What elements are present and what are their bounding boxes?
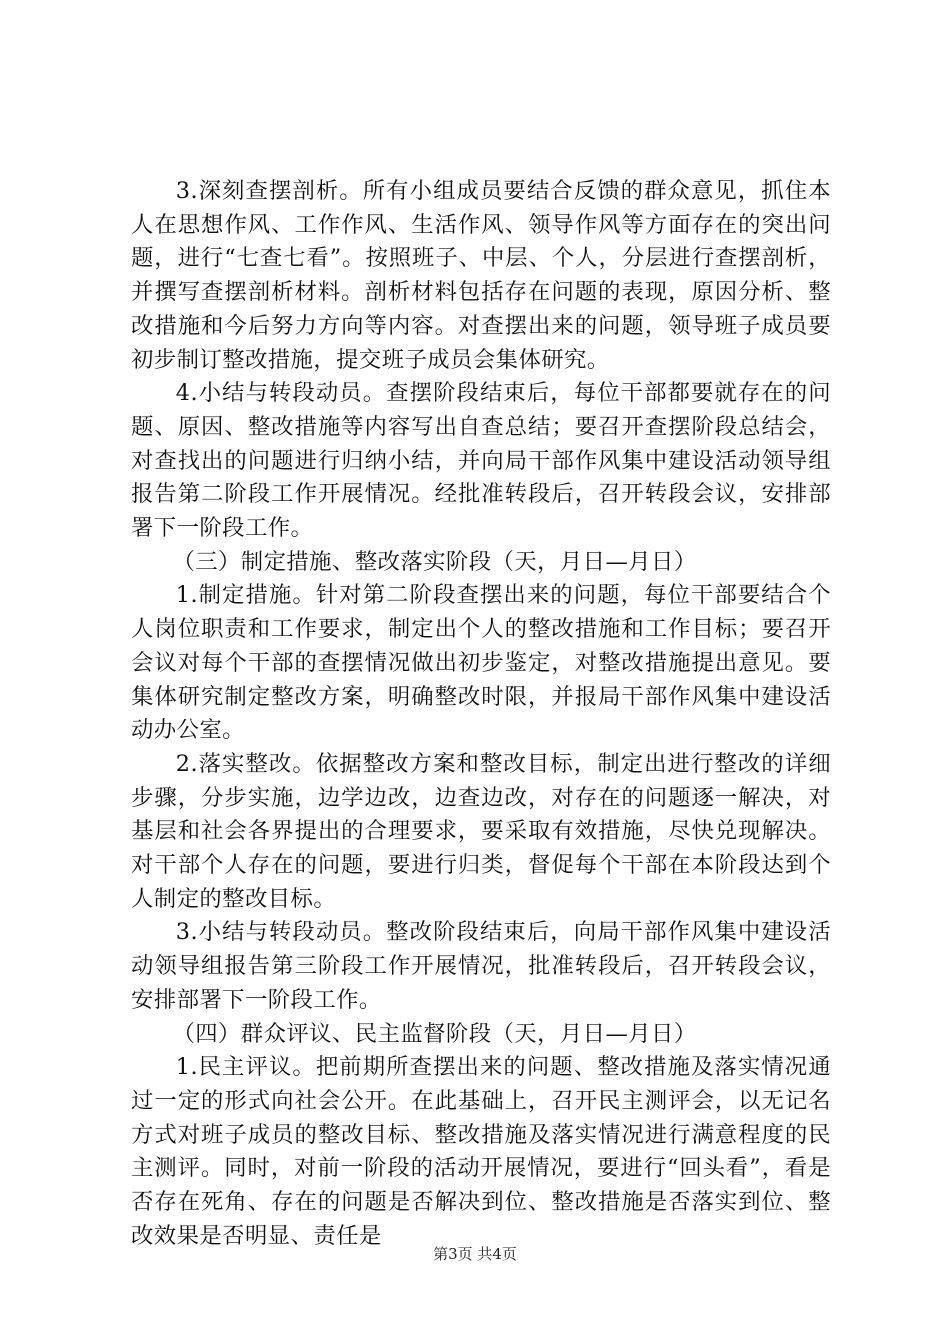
paragraph-item-1-democratic-review: 1.民主评议。把前期所查摆出来的问题、整改措施及落实情况通过一定的形式向社会公开。在此基础上，召开民主测评会，以无记名方式对班子成员的整改目标、整改措施及落实情况进行满意程度的民主测评。同时，对前一阶段的活动开展情况，要进行“回头看”，看是否存在死角、存在的问题是否解决到位、整改措施是否落实到位、整改效果是否明显、责任是 — [131, 1054, 831, 1249]
paragraph-item-2-implement-rectification: 2.落实整改。依据整改方案和整改目标，制定出进行整改的详细步骤，分步实施，边学边改，边查边改，对存在的问题逐一解决，对基层和社会各界提出的合理要求，要采取有效措施，尽快兑现解决。对干部个人存在的问题，要进行归类，督促每个干部在本阶段达到个人制定的整改目标。 — [131, 750, 831, 912]
page-footer — [0, 1244, 950, 1264]
paragraph-item-3-summary-transition: 3.小结与转段动员。整改阶段结束后，向局干部作风集中建设活动领导组报告第三阶段工作开展情况，批准转段后，召开转段会议，安排部署下一阶段工作。 — [131, 919, 831, 1013]
document-body — [131, 175, 831, 1254]
paragraph-item-3-self-examination: 3.深刻查摆剖析。所有小组成员要结合反馈的群众意见，抓住本人在思想作风、工作作风、生活作风、领导作风等方面存在的突出问题，进行“七查七看”。按照班子、中层、个人，分层进行查摆剖析，并撰写查摆剖析材料。剖析材料包括存在问题的表现，原因分析、整改措施和今后努力方向等内容。对查摆出来的问题，领导班子成员要初步制订整改措施，提交班子成员会集体研究。 — [131, 178, 831, 373]
section-heading-stage-4: （四）群众评议、民主监督阶段（天，月日—月日） — [172, 1020, 697, 1047]
paragraph-item-1-formulate-measures: 1.制定措施。针对第二阶段查摆出来的问题，每位干部要结合个人岗位职责和工作要求，制定出个人的整改措施和工作目标；要召开会议对每个干部的查摆情况做出初步鉴定，对整改措施提出意见。要集体研究制定整改方案，明确整改时限，并报局干部作风集中建设活动办公室。 — [131, 582, 831, 744]
section-heading-stage-3: （三）制定措施、整改落实阶段（天，月日—月日） — [172, 548, 697, 575]
paragraph-item-4-summary-transition: 4.小结与转段动员。查摆阶段结束后，每位干部都要就存在的问题、原因、整改措施等内容写出自查总结；要召开查摆阶段总结会，对查找出的问题进行归纳小结，并向局干部作风集中建设活动领导组报告第二阶段工作开展情况。经批准转段后，召开转段会议，安排部署下一阶段工作。 — [131, 380, 831, 542]
page-number-label: 第3页 共4页 — [433, 1245, 517, 1263]
